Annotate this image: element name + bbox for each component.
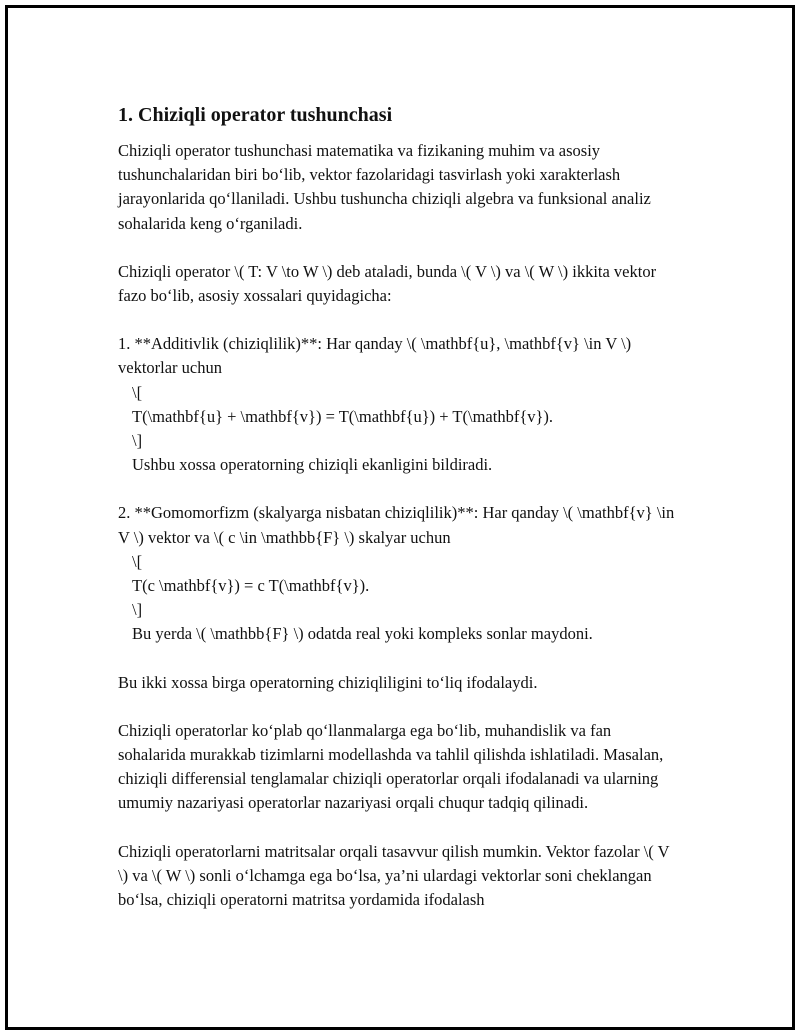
matrices-paragraph: Chiziqli operatorlarni matritsalar orqali tasavvur qilish mumkin. Vektor fazolar \( V \) va \( W \) sonli o‘lchamga ega bo‘lsa, ya’ni ulardagi vektorlar soni cheklangan bo‘lsa, chiziqli operatorni matritsa yordamida ifodalash	[118, 841, 670, 910]
property-homogeneity	[118, 501, 678, 646]
property-note: Ushbu xossa operatorning chiziqli ekanligini bildiradi.	[132, 455, 493, 475]
formula-close: \]	[132, 600, 143, 620]
formula: T(c \mathbf{v}) = c T(\mathbf{v}).	[132, 576, 370, 596]
document-body	[118, 102, 678, 936]
property-heading: 2. **Gomomorfizm (skalyarga nisbatan chiziqlilik)**: Har qanday \( \mathbf{v} \in V \) vektor va \( c \in \mathbb{F} \) skalyar uchun	[118, 503, 675, 547]
page-title: 1. Chiziqli operator tushunchasi	[118, 104, 393, 126]
definition-paragraph: Chiziqli operator \( T: V \to W \) deb ataladi, bunda \( V \) va \( W \) ikkita vektor fazo bo‘lib, asosiy xossalari quyidagicha:	[118, 261, 657, 306]
formula-open: \[	[132, 551, 143, 571]
formula: T(\mathbf{u} + \mathbf{v}) = T(\mathbf{u}) + T(\mathbf{v}).	[132, 406, 554, 426]
intro-paragraph: Chiziqli operator tushunchasi matematika va fizikaning muhim va asosiy tushunchalaridan biri bo‘lib, vektor fazolaridagi tasvirlash yoki xarakterlash jarayonlarida qo‘llaniladi. Ushbu tushuncha chiziqli algebra va funksional analiz sohalarida keng o‘rganiladi.	[118, 141, 651, 233]
summary-paragraph: Bu ikki xossa birga operatorning chiziqliligini to‘liq ifodalaydi.	[118, 672, 538, 692]
property-heading: 1. **Additivlik (chiziqlilik)**: Har qanday \( \mathbf{u}, \mathbf{v} \in V \) vektorlar uchun	[118, 334, 632, 378]
formula-open: \[	[132, 382, 143, 402]
page-frame	[5, 5, 795, 1030]
formula-close: \]	[132, 431, 143, 451]
property-note: Bu yerda \( \mathbb{F} \) odatda real yoki kompleks sonlar maydoni.	[132, 624, 593, 644]
property-additivity	[118, 332, 678, 477]
applications-paragraph: Chiziqli operatorlar ko‘plab qo‘llanmalarga ega bo‘lib, muhandislik va fan sohalarida murakkab tizimlarni modellashda va tahlil qilishda ishlatiladi. Masalan, chiziqli differensial tenglamalar chiziqli operatorlar orqali ifodalanadi va ularning umumiy nazariyasi operatorlar nazariyasi orqali chuqur tadqiq qilinadi.	[118, 720, 664, 813]
